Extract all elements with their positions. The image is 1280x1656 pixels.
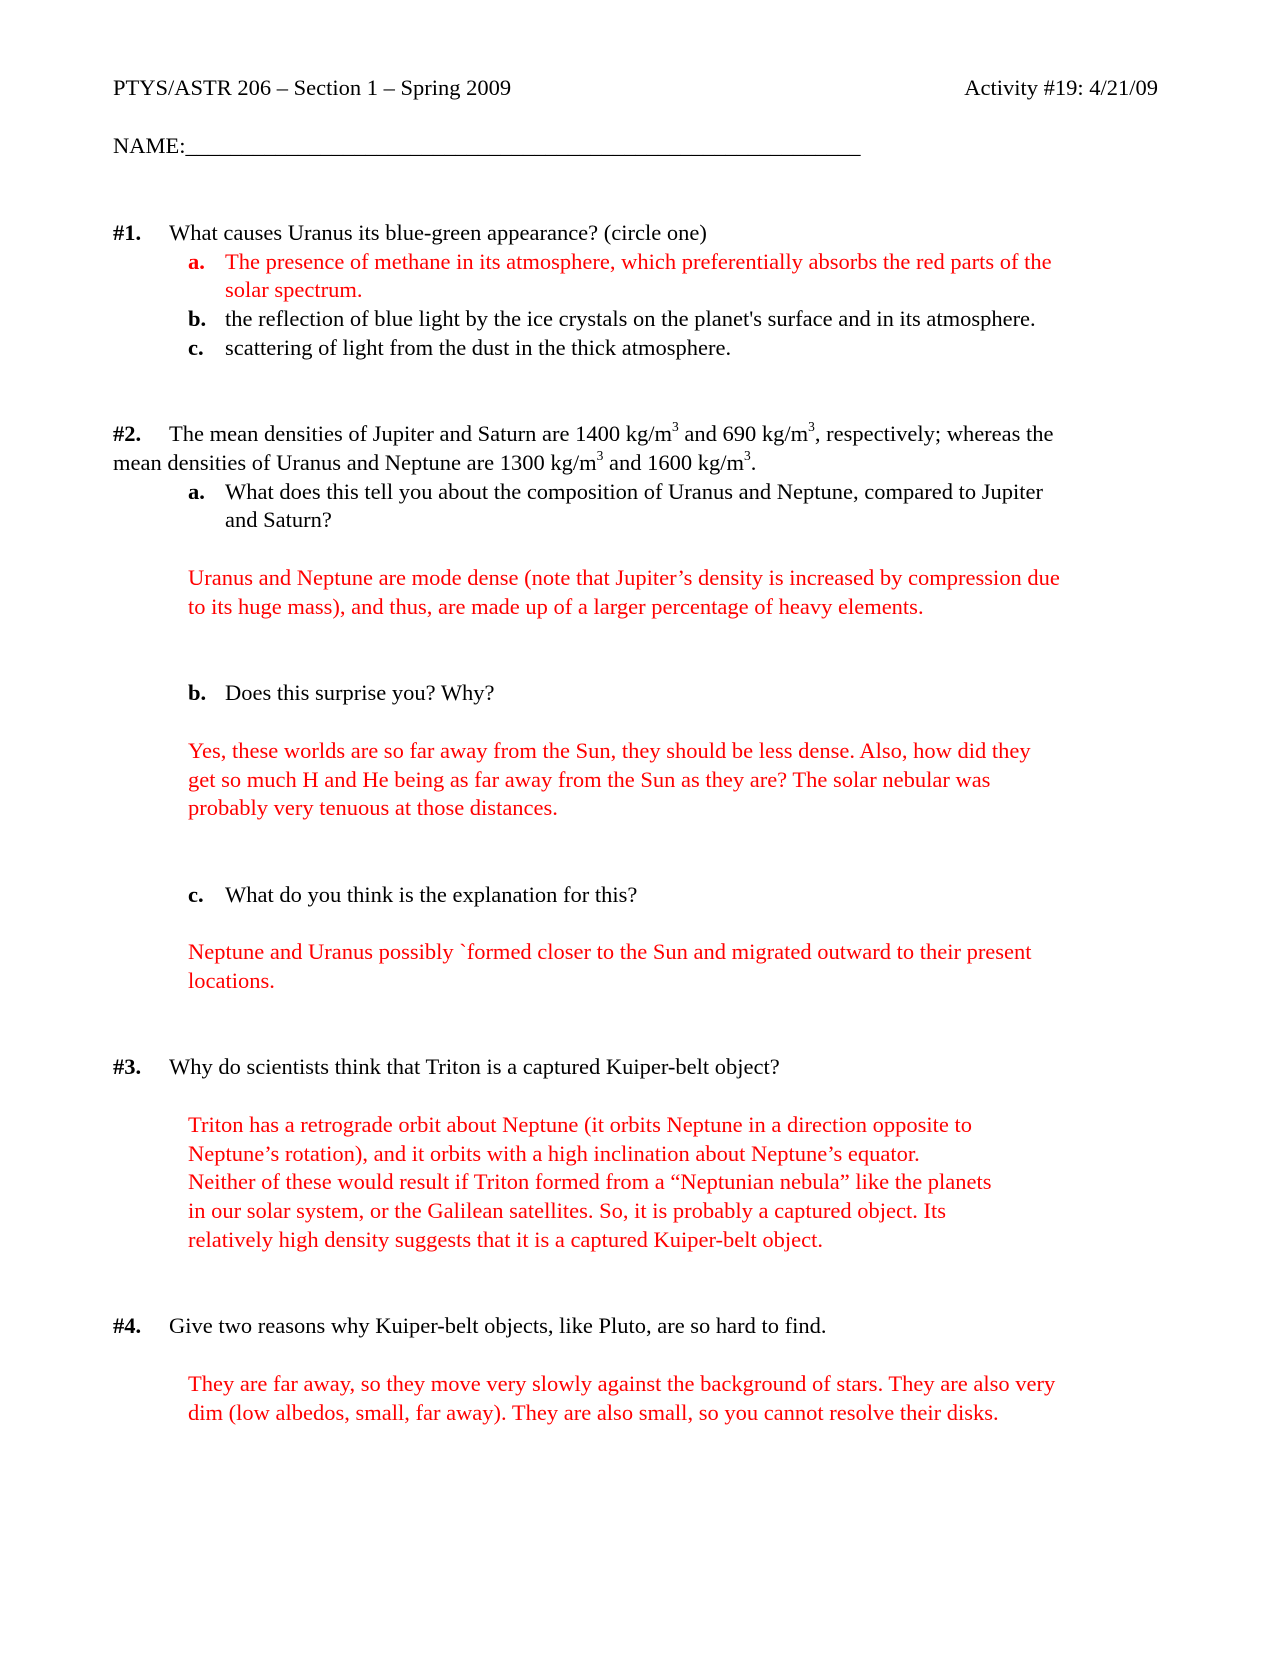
q2-stem-text: and 1600 kg/m xyxy=(603,450,744,475)
exponent: 3 xyxy=(808,418,815,434)
q1-option-c-label: c. xyxy=(188,335,204,360)
q2-stem-text: , respectively; whereas the xyxy=(814,421,1054,446)
q2-stem-text: The mean densities of Jupiter and Saturn are 1400 kg/m xyxy=(169,421,672,446)
q4-answer-line-2: dim (low albedos, small, far away). They are also small, so you cannot resolve their disks. xyxy=(188,1400,999,1425)
q2b-answer-line-3: probably very tenuous at those distances. xyxy=(188,795,558,820)
q4-question: Give two reasons why Kuiper-belt objects, like Pluto, are so hard to find. xyxy=(169,1313,827,1338)
exponent: 3 xyxy=(672,418,679,434)
name-label: NAME: xyxy=(113,133,186,158)
q1-number: #1. xyxy=(113,220,142,245)
q2a-question-line-2: and Saturn? xyxy=(225,507,332,532)
q2b-label: b. xyxy=(188,680,207,705)
q1-option-a-line-1: The presence of methane in its atmosphere, which preferentially absorbs the red parts of the xyxy=(225,249,1052,274)
q2c-answer-line-2: locations. xyxy=(188,968,275,993)
q2a-question-line-1: What does this tell you about the composition of Uranus and Neptune, compared to Jupiter xyxy=(225,479,1043,504)
q2-stem-text: mean densities of Uranus and Neptune are 1300 kg/m xyxy=(113,450,597,475)
q3-answer-line-4: in our solar system, or the Galilean satellites. So, it is probably a captured object. Its xyxy=(188,1198,946,1223)
q2c-label: c. xyxy=(188,882,204,907)
activity-date: Activity #19: 4/21/09 xyxy=(964,75,1158,100)
q1-option-c-line-1: scattering of light from the dust in the thick atmosphere. xyxy=(225,335,732,360)
q1-option-a-label: a. xyxy=(188,249,205,274)
q2c-question: What do you think is the explanation for this? xyxy=(225,882,638,907)
q2c-answer-line-1: Neptune and Uranus possibly `formed closer to the Sun and migrated outward to their present xyxy=(188,939,1032,964)
q3-answer-line-3: Neither of these would result if Triton formed from a “Neptunian nebula” like the planets xyxy=(188,1169,992,1194)
q1-option-b-line-1: the reflection of blue light by the ice crystals on the planet's surface and in its atmosphere. xyxy=(225,306,1036,331)
name-blank: ____________________________________________________________ xyxy=(185,133,861,158)
exponent: 3 xyxy=(744,447,751,463)
q2b-answer-line-2: get so much H and He being as far away from the Sun as they are? The solar nebular was xyxy=(188,767,991,792)
q4-number: #4. xyxy=(113,1313,142,1338)
q1-option-a-line-2: solar spectrum. xyxy=(225,277,363,302)
q3-answer-line-5: relatively high density suggests that it is a captured Kuiper-belt object. xyxy=(188,1227,824,1252)
q2b-question: Does this surprise you? Why? xyxy=(225,680,495,705)
q2-stem-text: and 690 kg/m xyxy=(678,421,809,446)
q3-question: Why do scientists think that Triton is a captured Kuiper-belt object? xyxy=(169,1054,780,1079)
q4-answer-line-1: They are far away, so they move very slowly against the background of stars. They are also very xyxy=(188,1371,1056,1396)
q2a-answer-line-2: to its huge mass), and thus, are made up of a larger percentage of heavy elements. xyxy=(188,594,924,619)
q2-number: #2. xyxy=(113,421,142,446)
q2-stem-line-1 xyxy=(169,418,1054,446)
q2a-answer-line-1: Uranus and Neptune are mode dense (note that Jupiter’s density is increased by compression due xyxy=(188,565,1060,590)
q3-number: #3. xyxy=(113,1054,142,1079)
q1-option-b-label: b. xyxy=(188,306,207,331)
exponent: 3 xyxy=(596,447,604,463)
q3-answer-line-2: Neptune’s rotation), and it orbits with a high inclination about Neptune’s equator. xyxy=(188,1141,920,1166)
q2-stem-line-2 xyxy=(113,447,757,475)
q2a-label: a. xyxy=(188,479,205,504)
course-title: PTYS/ASTR 206 – Section 1 – Spring 2009 xyxy=(113,75,512,100)
q2b-answer-line-1: Yes, these worlds are so far away from the Sun, they should be less dense. Also, how did they xyxy=(188,738,1031,763)
q1-question: What causes Uranus its blue-green appearance? (circle one) xyxy=(169,220,707,245)
name-field[interactable] xyxy=(113,135,861,158)
q3-answer-line-1: Triton has a retrograde orbit about Neptune (it orbits Neptune in a direction opposite to xyxy=(188,1112,972,1137)
q2-stem-text: . xyxy=(750,450,757,475)
